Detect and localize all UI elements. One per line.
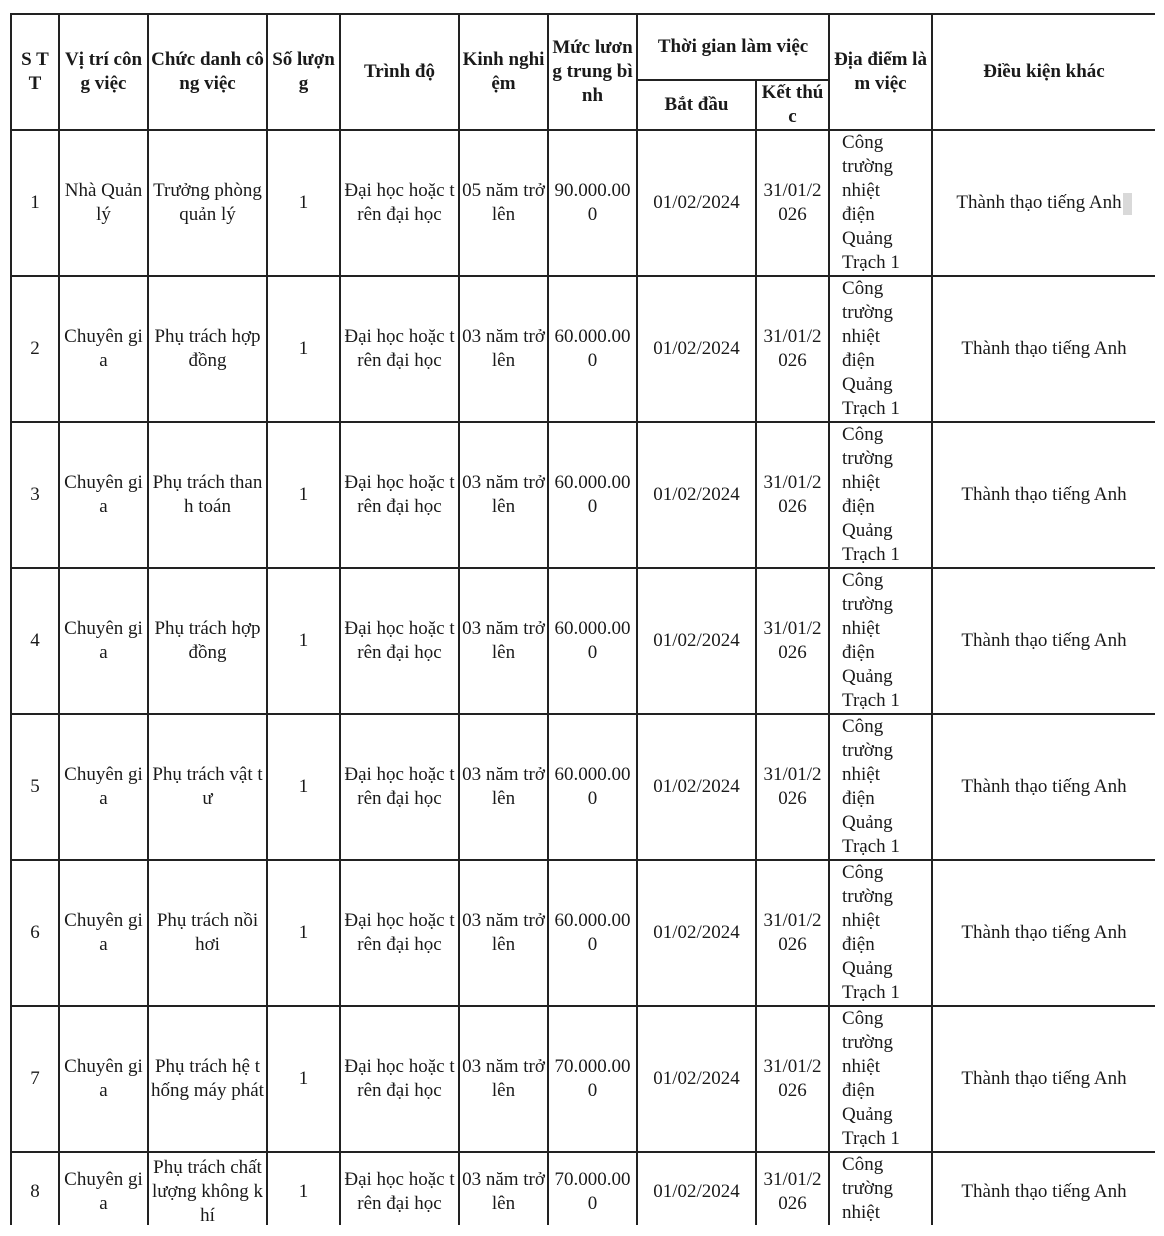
header-education: Trình độ xyxy=(340,14,459,130)
cell-education: Đại học hoặc trên đại học xyxy=(340,422,459,568)
cell-location xyxy=(829,1152,932,1225)
table-row xyxy=(11,568,1155,714)
cell-title: Phụ trách nồi hơi xyxy=(148,860,267,1006)
cell-education: Đại học hoặc trên đại học xyxy=(340,714,459,860)
cell-other xyxy=(932,130,1155,276)
header-salary: Mức lương trung bình xyxy=(548,14,637,130)
cell-start: 01/02/2024 xyxy=(637,422,756,568)
cell-salary: 60.000.000 xyxy=(548,568,637,714)
table-header xyxy=(11,14,1155,130)
cell-education: Đại học hoặc trên đại học xyxy=(340,130,459,276)
cell-quantity: 1 xyxy=(267,130,340,276)
cell-start: 01/02/2024 xyxy=(637,714,756,860)
cell-education: Đại học hoặc trên đại học xyxy=(340,860,459,1006)
header-other: Điều kiện khác xyxy=(932,14,1155,130)
cell-location xyxy=(829,1006,932,1152)
cell-stt: 1 xyxy=(11,130,59,276)
cell-stt: 8 xyxy=(11,1152,59,1225)
cell-quantity: 1 xyxy=(267,568,340,714)
header-stt: S T T xyxy=(11,14,59,130)
cell-other xyxy=(932,568,1155,714)
cell-education: Đại học hoặc trên đại học xyxy=(340,1006,459,1152)
cell-salary: 60.000.000 xyxy=(548,422,637,568)
cell-end: 31/01/2026 xyxy=(756,1152,829,1225)
table-row xyxy=(11,276,1155,422)
table-row xyxy=(11,1006,1155,1152)
other-text: Thành thạo tiếng Anh xyxy=(961,922,1127,943)
cell-stt: 2 xyxy=(11,276,59,422)
cell-experience: 03 năm trở lên xyxy=(459,860,548,1006)
cell-position: Chuyên gia xyxy=(59,1006,148,1152)
cell-quantity: 1 xyxy=(267,860,340,1006)
cell-end: 31/01/2026 xyxy=(756,276,829,422)
cell-other xyxy=(932,860,1155,1006)
cell-quantity: 1 xyxy=(267,714,340,860)
table-row xyxy=(11,422,1155,568)
cell-position: Chuyên gia xyxy=(59,568,148,714)
cell-position: Chuyên gia xyxy=(59,860,148,1006)
cell-end: 31/01/2026 xyxy=(756,130,829,276)
cell-stt: 5 xyxy=(11,714,59,860)
cell-quantity: 1 xyxy=(267,1006,340,1152)
cell-position: Chuyên gia xyxy=(59,276,148,422)
cell-end: 31/01/2026 xyxy=(756,714,829,860)
cell-experience: 03 năm trở lên xyxy=(459,276,548,422)
cell-end: 31/01/2026 xyxy=(756,568,829,714)
cell-location xyxy=(829,568,932,714)
cell-salary: 60.000.000 xyxy=(548,860,637,1006)
cell-stt: 3 xyxy=(11,422,59,568)
cell-stt: 4 xyxy=(11,568,59,714)
cell-education: Đại học hoặc trên đại học xyxy=(340,568,459,714)
cell-title: Phụ trách vật tư xyxy=(148,714,267,860)
cell-experience: 03 năm trở lên xyxy=(459,1006,548,1152)
cell-location xyxy=(829,276,932,422)
location-text: Công trường nhiệt điện Quảng Trạch 1 xyxy=(842,1008,900,1149)
document-page xyxy=(10,13,1155,1225)
other-text: Thành thạo tiếng Anh xyxy=(956,192,1122,213)
location-text: Công trường nhiệt điện Quảng Trạch 1 xyxy=(842,862,900,1003)
text-cursor-marker xyxy=(1123,193,1132,215)
location-text: Công trường nhiệt điện Quảng Trạch 1 xyxy=(842,278,900,419)
cell-title: Phụ trách hệ thống máy phát xyxy=(148,1006,267,1152)
cell-experience: 03 năm trở lên xyxy=(459,1152,548,1225)
header-experience: Kinh nghiệm xyxy=(459,14,548,130)
cell-salary: 90.000.000 xyxy=(548,130,637,276)
header-end: Kết thúc xyxy=(756,80,829,130)
header-quantity: Số lượng xyxy=(267,14,340,130)
location-text: Công trường nhiệt điện Quảng Trạch 1 xyxy=(842,132,900,273)
cell-stt: 7 xyxy=(11,1006,59,1152)
other-text: Thành thạo tiếng Anh xyxy=(961,1181,1127,1202)
cell-experience: 03 năm trở lên xyxy=(459,422,548,568)
cell-start: 01/02/2024 xyxy=(637,568,756,714)
cell-title: Phụ trách hợp đồng xyxy=(148,276,267,422)
cell-start: 01/02/2024 xyxy=(637,1152,756,1225)
other-text: Thành thạo tiếng Anh xyxy=(961,338,1127,359)
cell-start: 01/02/2024 xyxy=(637,860,756,1006)
cell-title: Phụ trách hợp đồng xyxy=(148,568,267,714)
cell-location xyxy=(829,422,932,568)
cell-salary: 70.000.000 xyxy=(548,1006,637,1152)
cell-experience: 03 năm trở lên xyxy=(459,568,548,714)
cell-other xyxy=(932,422,1155,568)
cell-position: Chuyên gia xyxy=(59,714,148,860)
cell-education: Đại học hoặc trên đại học xyxy=(340,276,459,422)
header-start: Bắt đầu xyxy=(637,80,756,130)
header-title: Chức danh công việc xyxy=(148,14,267,130)
table-body xyxy=(11,130,1155,1225)
cell-salary: 70.000.000 xyxy=(548,1152,637,1225)
job-table xyxy=(10,13,1155,1225)
cell-position: Chuyên gia xyxy=(59,422,148,568)
cell-location xyxy=(829,714,932,860)
cell-title: Phụ trách thanh toán xyxy=(148,422,267,568)
table-row xyxy=(11,130,1155,276)
cell-experience: 03 năm trở lên xyxy=(459,714,548,860)
cell-location xyxy=(829,860,932,1006)
cell-salary: 60.000.000 xyxy=(548,714,637,860)
cell-education: Đại học hoặc trên đại học xyxy=(340,1152,459,1225)
location-text: Công trường nhiệt xyxy=(842,1154,893,1223)
cell-position: Chuyên gia xyxy=(59,1152,148,1225)
cell-other xyxy=(932,1152,1155,1225)
cell-end: 31/01/2026 xyxy=(756,860,829,1006)
cell-position: Nhà Quản lý xyxy=(59,130,148,276)
cell-other xyxy=(932,276,1155,422)
cell-title: Trưởng phòng quản lý xyxy=(148,130,267,276)
cell-quantity: 1 xyxy=(267,276,340,422)
cell-start: 01/02/2024 xyxy=(637,1006,756,1152)
cell-salary: 60.000.000 xyxy=(548,276,637,422)
cell-experience: 05 năm trở lên xyxy=(459,130,548,276)
cell-title: Phụ trách chất lượng không khí xyxy=(148,1152,267,1225)
header-work-time: Thời gian làm việc xyxy=(637,14,829,80)
other-text: Thành thạo tiếng Anh xyxy=(961,630,1127,651)
cell-quantity: 1 xyxy=(267,422,340,568)
cell-quantity: 1 xyxy=(267,1152,340,1225)
header-position: Vị trí công việc xyxy=(59,14,148,130)
other-text: Thành thạo tiếng Anh xyxy=(961,776,1127,797)
location-text: Công trường nhiệt điện Quảng Trạch 1 xyxy=(842,716,900,857)
other-text: Thành thạo tiếng Anh xyxy=(961,484,1127,505)
other-text: Thành thạo tiếng Anh xyxy=(961,1068,1127,1089)
cell-other xyxy=(932,714,1155,860)
cell-start: 01/02/2024 xyxy=(637,276,756,422)
cell-location xyxy=(829,130,932,276)
cell-end: 31/01/2026 xyxy=(756,422,829,568)
table-row xyxy=(11,1152,1155,1225)
location-text: Công trường nhiệt điện Quảng Trạch 1 xyxy=(842,424,900,565)
cell-start: 01/02/2024 xyxy=(637,130,756,276)
location-text: Công trường nhiệt điện Quảng Trạch 1 xyxy=(842,570,900,711)
header-location: Địa điểm làm việc xyxy=(829,14,932,130)
table-row xyxy=(11,714,1155,860)
table-row xyxy=(11,860,1155,1006)
cell-end: 31/01/2026 xyxy=(756,1006,829,1152)
cell-stt: 6 xyxy=(11,860,59,1006)
cell-other xyxy=(932,1006,1155,1152)
